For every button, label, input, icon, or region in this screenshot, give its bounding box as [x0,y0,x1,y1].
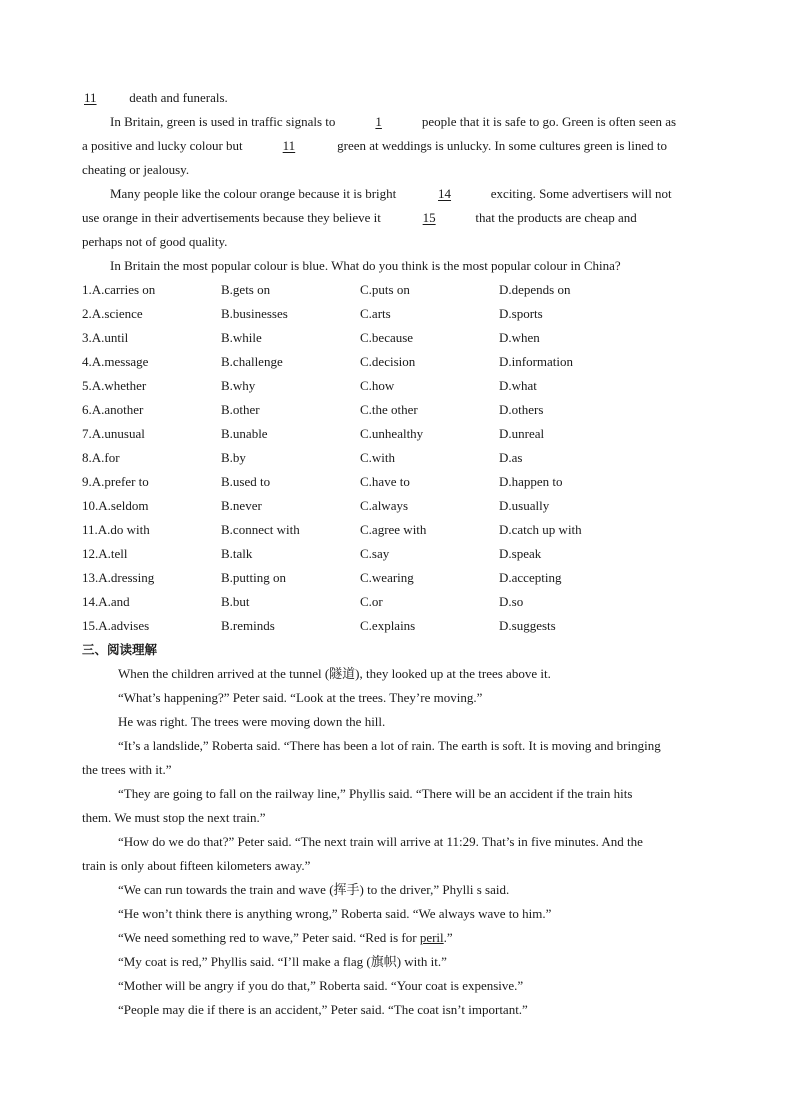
passage-text: green at weddings is unlucky. In some cultures green is lined to [337,138,668,153]
document-page [82,86,708,1022]
story-line: “He won’t think there is anything wrong,” Roberta said. “We always wave to him.” [118,906,552,921]
option-c[interactable]: C.because [360,330,414,345]
story-line: “They are going to fall on the railway line,” Phyllis said. “There will be an accident if the train hits [118,786,633,801]
option-c[interactable]: C.arts [360,306,391,321]
passage-line [82,206,708,230]
option-b[interactable]: B.why [221,378,256,393]
option-row [82,278,708,302]
option-a[interactable]: 3.A.until [82,330,129,345]
blank-11: 11 [84,90,97,105]
passage-text: use orange in their advertisements because they believe it [82,210,381,225]
option-a[interactable]: 9.A.prefer to [82,474,149,489]
option-row [82,518,708,542]
story-text: “We need something red to wave,” Peter said. “Red is for [118,930,417,945]
story-line: “People may die if there is an accident,” Peter said. “The coat isn’t important.” [118,1002,528,1017]
story-line: He was right. The trees were moving down the hill. [118,714,386,729]
option-row [82,494,708,518]
passage-text: people that it is safe to go. Green is often seen as [421,114,677,129]
option-b[interactable]: B.reminds [221,618,275,633]
option-a[interactable]: 4.A.message [82,354,149,369]
option-b[interactable]: B.talk [221,546,253,561]
option-d[interactable]: D.so [499,594,524,609]
option-a[interactable]: 1.A.carries on [82,282,156,297]
option-row [82,590,708,614]
option-c[interactable]: C.have to [360,474,410,489]
option-c[interactable]: C.agree with [360,522,427,537]
option-row [82,566,708,590]
option-a[interactable]: 13.A.dressing [82,570,155,585]
option-d[interactable]: D.unreal [499,426,545,441]
option-c[interactable]: C.with [360,450,396,465]
option-a[interactable]: 10.A.seldom [82,498,149,513]
story-line: “Mother will be angry if you do that,” Roberta said. “Your coat is expensive.” [118,978,524,993]
option-d[interactable]: D.happen to [499,474,563,489]
blank-15: 15 [422,210,436,225]
option-c[interactable]: C.puts on [360,282,410,297]
option-d[interactable]: D.when [499,330,540,345]
option-row [82,398,708,422]
passage-text: that the products are cheap and [475,210,637,225]
option-row [82,446,708,470]
passage-text: Many people like the colour orange because it is bright [110,186,397,201]
option-a[interactable]: 14.A.and [82,594,130,609]
option-a[interactable]: 8.A.for [82,450,120,465]
option-c[interactable]: C.how [360,378,395,393]
option-row [82,422,708,446]
blank-11: 11 [282,138,296,153]
section-title: 三、阅读理解 [82,642,158,657]
option-c[interactable]: C.unhealthy [360,426,424,441]
passage-text: perhaps not of good quality. [82,234,228,249]
option-c[interactable]: C.wearing [360,570,414,585]
option-b[interactable]: B.but [221,594,250,609]
option-d[interactable]: D.suggests [499,618,556,633]
option-row [82,302,708,326]
option-c[interactable]: C.decision [360,354,416,369]
option-row [82,350,708,374]
story-line: “How do we do that?” Peter said. “The next train will arrive at 11:29. That’s in five minutes. And the [118,834,643,849]
passage-line [82,254,708,278]
option-b[interactable]: B.challenge [221,354,283,369]
option-c[interactable]: C.explains [360,618,416,633]
passage-text: death and funerals. [129,90,228,105]
option-a[interactable]: 15.A.advises [82,618,150,633]
option-b[interactable]: B.other [221,402,260,417]
passage-text: cheating or jealousy. [82,162,190,177]
story-line [82,926,708,950]
option-b[interactable]: B.unable [221,426,268,441]
passage-text: In Britain, green is used in traffic signals to [110,114,336,129]
passage-text: In Britain the most popular colour is blue. What do you think is the most popular colour in China? [110,258,621,273]
blank-1: 1 [375,114,382,129]
option-a[interactable]: 5.A.whether [82,378,147,393]
passage-line [82,86,708,110]
option-row [82,326,708,350]
option-row [82,374,708,398]
option-b[interactable]: B.gets on [221,282,271,297]
story-line: “What’s happening?” Peter said. “Look at the trees. They’re moving.” [118,690,483,705]
story-line: When the children arrived at the tunnel (隧道), they looked up at the trees above it. [118,666,551,681]
option-b[interactable]: B.by [221,450,246,465]
option-b[interactable]: B.never [221,498,262,513]
option-a[interactable]: 7.A.unusual [82,426,145,441]
story-line: “My coat is red,” Phyllis said. “I’ll make a flag (旗帜) with it.” [118,954,447,969]
option-d[interactable]: D.sports [499,306,543,321]
option-d[interactable]: D.catch up with [499,522,582,537]
option-b[interactable]: B.while [221,330,262,345]
story-line: them. We must stop the next train.” [82,810,266,825]
option-b[interactable]: B.putting on [221,570,287,585]
story-line: the trees with it.” [82,762,172,777]
option-b[interactable]: B.used to [221,474,271,489]
passage-line [82,110,708,134]
passage-line [82,182,708,206]
option-c[interactable]: C.the other [360,402,418,417]
option-b[interactable]: B.businesses [221,306,288,321]
option-c[interactable]: C.say [360,546,390,561]
option-row [82,614,708,638]
passage-line [82,158,708,182]
story-line: “We can run towards the train and wave (挥手) to the driver,” Phylli s said. [118,882,510,897]
passage-line [82,134,708,158]
underlined-word: peril [419,930,444,945]
option-d[interactable]: D.information [499,354,574,369]
option-d[interactable]: D.speak [499,546,542,561]
option-d[interactable]: D.what [499,378,537,393]
blank-14: 14 [438,186,452,201]
option-c[interactable]: C.or [360,594,383,609]
option-d[interactable]: D.depends on [499,282,571,297]
story-text: .” [443,930,453,945]
story-line: “It’s a landslide,” Roberta said. “There has been a lot of rain. The earth is soft. It is moving and bringing [118,738,661,753]
passage-line [82,230,708,254]
option-a[interactable]: 11.A.do with [82,522,150,537]
option-row [82,470,708,494]
option-d[interactable]: D.as [499,450,523,465]
options-list [82,278,708,638]
passage-text: a positive and lucky colour but [82,138,243,153]
option-c[interactable]: C.always [360,498,409,513]
option-d[interactable]: D.others [499,402,544,417]
option-a[interactable]: 6.A.another [82,402,144,417]
option-a[interactable]: 12.A.tell [82,546,128,561]
option-d[interactable]: D.accepting [499,570,562,585]
option-row [82,542,708,566]
option-d[interactable]: D.usually [499,498,550,513]
option-a[interactable]: 2.A.science [82,306,143,321]
story-line: train is only about fifteen kilometers away.” [82,858,311,873]
passage-text: exciting. Some advertisers will not [490,186,672,201]
option-b[interactable]: B.connect with [221,522,300,537]
